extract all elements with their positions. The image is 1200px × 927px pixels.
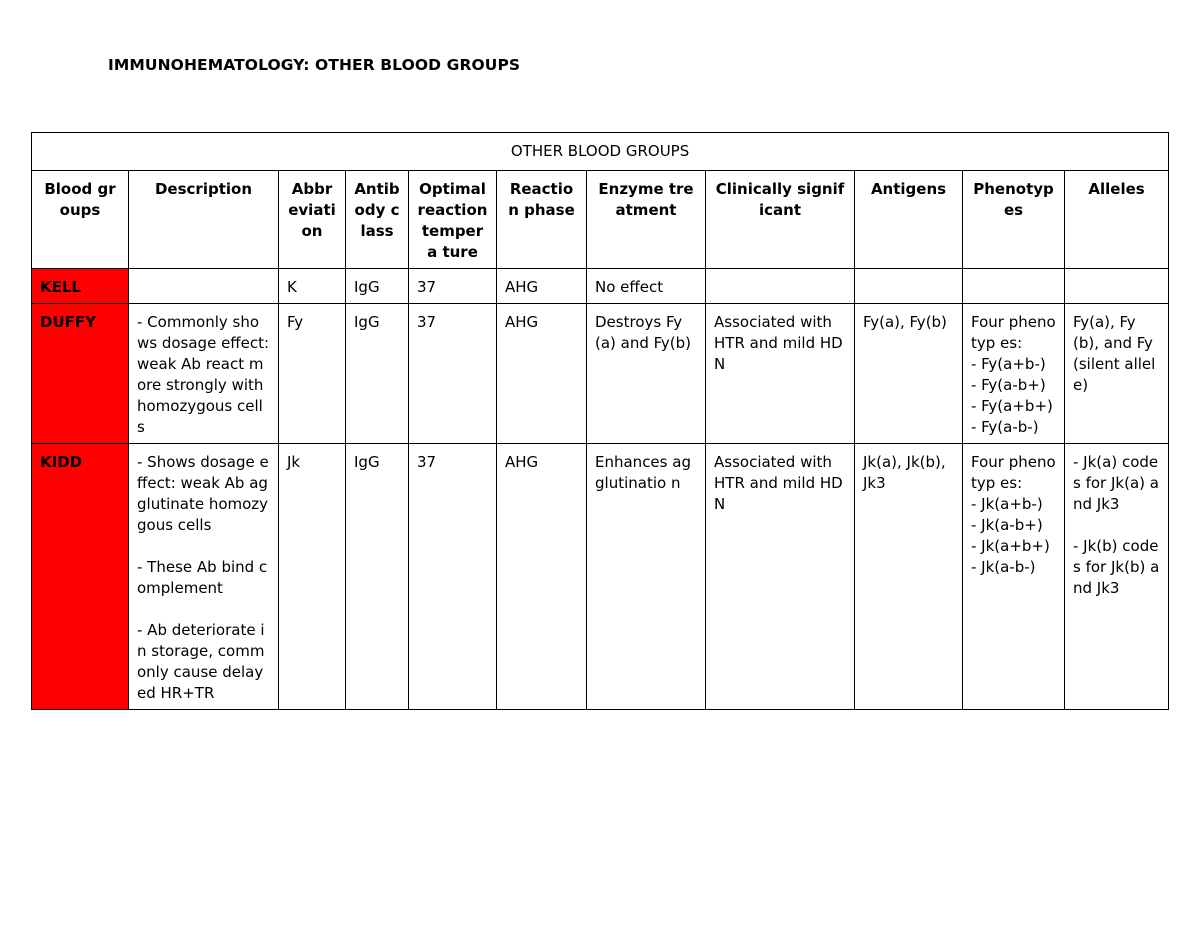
- table-row-kell: [32, 269, 1169, 304]
- header-description: Description: [129, 171, 279, 269]
- table-row-duffy: [32, 304, 1169, 444]
- header-phenotypes: Phenotyp es: [963, 171, 1065, 269]
- clinical-significance-cell: Associated with HTR and mild HDN: [706, 304, 855, 444]
- description-cell: [129, 269, 279, 304]
- table-caption: OTHER BLOOD GROUPS: [32, 133, 1169, 171]
- table-row-kidd: [32, 444, 1169, 710]
- antigens-cell: [855, 269, 963, 304]
- reaction-phase-cell: AHG: [497, 304, 587, 444]
- temperature-cell: 37: [409, 444, 497, 710]
- allele-text: - Jk(b) codes for Jk(b) and Jk3: [1073, 537, 1160, 597]
- paragraph-gap: [1073, 515, 1160, 536]
- phenotypes-cell: [963, 304, 1065, 444]
- antibody-class-cell: IgG: [346, 304, 409, 444]
- allele-text: - Jk(a) codes for Jk(a) and Jk3: [1073, 453, 1159, 513]
- alleles-cell: [1065, 304, 1169, 444]
- phenotype-item: - Jk(a-b+): [971, 516, 1043, 534]
- description-cell: [129, 444, 279, 710]
- header-row: [32, 171, 1169, 269]
- reaction-phase-cell: AHG: [497, 444, 587, 710]
- header-optimal-temperature: Optimal reaction tempera ture: [409, 171, 497, 269]
- phenotype-item: - Jk(a+b-): [971, 495, 1043, 513]
- header-clinically-significant: Clinically significant: [706, 171, 855, 269]
- phenotype-item: - Jk(a-b-): [971, 558, 1036, 576]
- header-blood-groups: Blood groups: [32, 171, 129, 269]
- phenotype-intro: Four phenotyp es:: [971, 313, 1056, 352]
- reaction-phase-cell: AHG: [497, 269, 587, 304]
- blood-group-name: KELL: [32, 269, 129, 304]
- phenotypes-cell: [963, 269, 1065, 304]
- header-reaction-phase: Reaction phase: [497, 171, 587, 269]
- clinical-significance-cell: [706, 269, 855, 304]
- description-text: - These Ab bind complement: [137, 558, 268, 597]
- enzyme-treatment-cell: Enhances agglutinatio n: [587, 444, 706, 710]
- enzyme-treatment-cell: Destroys Fy(a) and Fy(b): [587, 304, 706, 444]
- phenotype-intro: Four phenotyp es:: [971, 453, 1056, 492]
- antigens-cell: Fy(a), Fy(b): [855, 304, 963, 444]
- description-cell: [129, 304, 279, 444]
- alleles-cell: [1065, 269, 1169, 304]
- allele-text: Fy(a), Fy(b), and Fy (silent allele): [1073, 313, 1156, 394]
- alleles-cell: [1065, 444, 1169, 710]
- description-text: - Shows dosage effect: weak Ab agglutinate homozygous cells: [137, 453, 269, 534]
- blood-groups-table: [31, 132, 1169, 710]
- antibody-class-cell: IgG: [346, 444, 409, 710]
- abbreviation-cell: K: [279, 269, 346, 304]
- enzyme-treatment-cell: No effect: [587, 269, 706, 304]
- antibody-class-cell: IgG: [346, 269, 409, 304]
- description-text: - Commonly shows dosage effect: weak Ab react more strongly with homozygous cells: [137, 313, 270, 436]
- paragraph-gap: [137, 536, 270, 557]
- blood-group-name: DUFFY: [32, 304, 129, 444]
- antigens-cell: Jk(a), Jk(b), Jk3: [855, 444, 963, 710]
- header-alleles: Alleles: [1065, 171, 1169, 269]
- header-abbreviation: Abbr eviati on: [279, 171, 346, 269]
- temperature-cell: 37: [409, 269, 497, 304]
- document-title: IMMUNOHEMATOLOGY: OTHER BLOOD GROUPS: [108, 56, 521, 74]
- phenotype-item: - Fy(a-b-): [971, 418, 1039, 436]
- phenotype-item: - Jk(a+b+): [971, 537, 1050, 555]
- header-antigens: Antigens: [855, 171, 963, 269]
- clinical-significance-cell: Associated with HTR and mild HDN: [706, 444, 855, 710]
- abbreviation-cell: Jk: [279, 444, 346, 710]
- header-antibody-class: Antib ody class: [346, 171, 409, 269]
- abbreviation-cell: Fy: [279, 304, 346, 444]
- blood-group-name: KIDD: [32, 444, 129, 710]
- phenotype-item: - Fy(a+b-): [971, 355, 1046, 373]
- description-text: - Ab deteriorate in storage, commonly cause delayed HR+TR: [137, 621, 265, 702]
- header-enzyme-treatment: Enzyme treatment: [587, 171, 706, 269]
- temperature-cell: 37: [409, 304, 497, 444]
- phenotype-item: - Fy(a-b+): [971, 376, 1046, 394]
- phenotypes-cell: [963, 444, 1065, 710]
- phenotype-item: - Fy(a+b+): [971, 397, 1053, 415]
- paragraph-gap: [137, 599, 270, 620]
- caption-row: [32, 133, 1169, 171]
